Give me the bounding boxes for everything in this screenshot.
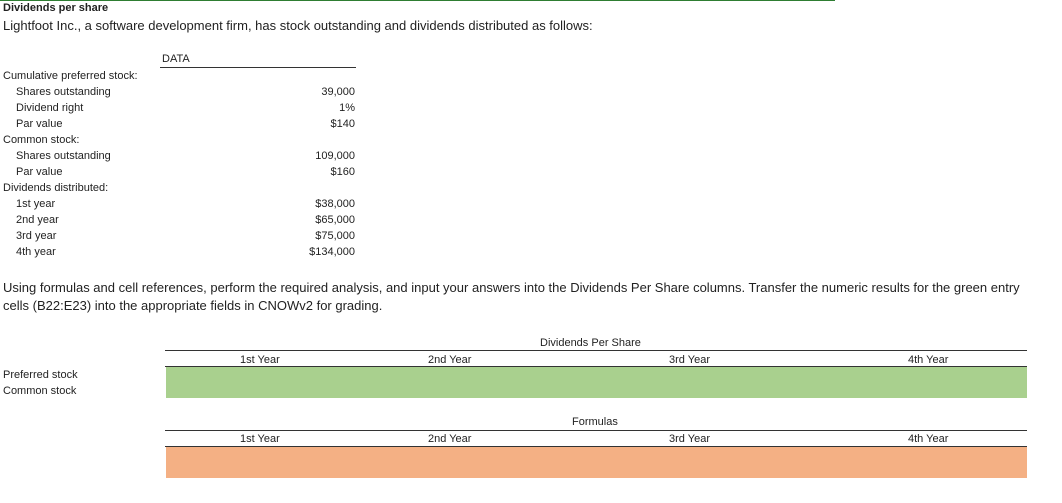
- dps-col-year-1: 1st Year: [240, 354, 280, 366]
- label-year-1: 1st year: [16, 198, 56, 210]
- formula-row1-year-1[interactable]: [166, 447, 354, 463]
- value-common-shares: 109,000: [315, 150, 355, 162]
- intro-text: Lightfoot Inc., a software development firm, has stock outstanding and dividends distributed as follows:: [3, 18, 593, 33]
- formula-row1-year-3[interactable]: [595, 447, 836, 463]
- label-year-2: 2nd year: [16, 214, 59, 226]
- formula-row2-year-3[interactable]: [595, 463, 836, 479]
- value-year-3: $75,000: [315, 230, 355, 242]
- value-year-1: $38,000: [315, 198, 355, 210]
- value-pref-par: $140: [330, 118, 355, 130]
- label-dividends-distributed: Dividends distributed:: [3, 182, 109, 194]
- formulas-col-year-3: 3rd Year: [669, 433, 710, 445]
- formulas-section-title: Formulas: [572, 416, 618, 428]
- label-common-shares: Shares outstanding: [16, 150, 111, 162]
- data-heading-rule: [160, 67, 356, 68]
- entry-preferred-year-3[interactable]: [595, 367, 836, 383]
- dps-col-year-3: 3rd Year: [669, 354, 710, 366]
- label-dividend-right: Dividend right: [16, 102, 84, 114]
- label-year-4: 4th year: [16, 246, 56, 258]
- instructions-text: Using formulas and cell references, perform the required analysis, and input your answers into the Dividends Per Share columns. Transfer the numeric results for the green entry cells (B22:E23) into the appropriate fields in CNOWv2 for grading.: [3, 280, 1020, 313]
- formulas-area: [166, 447, 1027, 478]
- dps-col-year-4: 4th Year: [908, 354, 949, 366]
- dps-top-rule: [165, 350, 1027, 351]
- entry-common-year-4[interactable]: [836, 383, 1027, 399]
- formula-row2-year-2[interactable]: [354, 463, 595, 479]
- entry-preferred-year-2[interactable]: [354, 367, 595, 383]
- label-pref-par: Par value: [16, 118, 63, 130]
- formulas-col-year-4: 4th Year: [908, 433, 949, 445]
- dps-entry-area: [166, 367, 1027, 398]
- formula-row2-year-1[interactable]: [166, 463, 354, 479]
- label-common-stock: Common stock:: [3, 134, 80, 146]
- label-common-par: Par value: [16, 166, 63, 178]
- value-pref-shares: 39,000: [321, 86, 355, 98]
- value-dividend-right: 1%: [339, 102, 355, 114]
- label-year-3: 3rd year: [16, 230, 57, 242]
- entry-preferred-year-4[interactable]: [836, 367, 1027, 383]
- value-year-2: $65,000: [315, 214, 355, 226]
- formulas-col-year-2: 2nd Year: [428, 433, 472, 445]
- dps-col-year-2: 2nd Year: [428, 354, 472, 366]
- value-common-par: $160: [330, 166, 355, 178]
- entry-preferred-year-1[interactable]: [166, 367, 354, 383]
- row-label-preferred: Preferred stock: [3, 369, 78, 381]
- data-heading: DATA: [162, 53, 190, 65]
- entry-common-year-1[interactable]: [166, 383, 354, 399]
- formula-row1-year-2[interactable]: [354, 447, 595, 463]
- top-accent-line: [0, 0, 835, 1]
- formulas-col-year-1: 1st Year: [240, 433, 280, 445]
- row-label-common: Common stock: [3, 385, 77, 397]
- label-pref-shares: Shares outstanding: [16, 86, 111, 98]
- entry-common-year-3[interactable]: [595, 383, 836, 399]
- dps-section-title: Dividends Per Share: [540, 337, 641, 349]
- label-cumulative-preferred: Cumulative preferred stock:: [3, 70, 138, 82]
- value-year-4: $134,000: [309, 246, 355, 258]
- entry-common-year-2[interactable]: [354, 383, 595, 399]
- formula-row2-year-4[interactable]: [836, 463, 1027, 479]
- formula-row1-year-4[interactable]: [836, 447, 1027, 463]
- page-title: Dividends per share: [3, 2, 109, 14]
- formulas-top-rule: [165, 430, 1027, 431]
